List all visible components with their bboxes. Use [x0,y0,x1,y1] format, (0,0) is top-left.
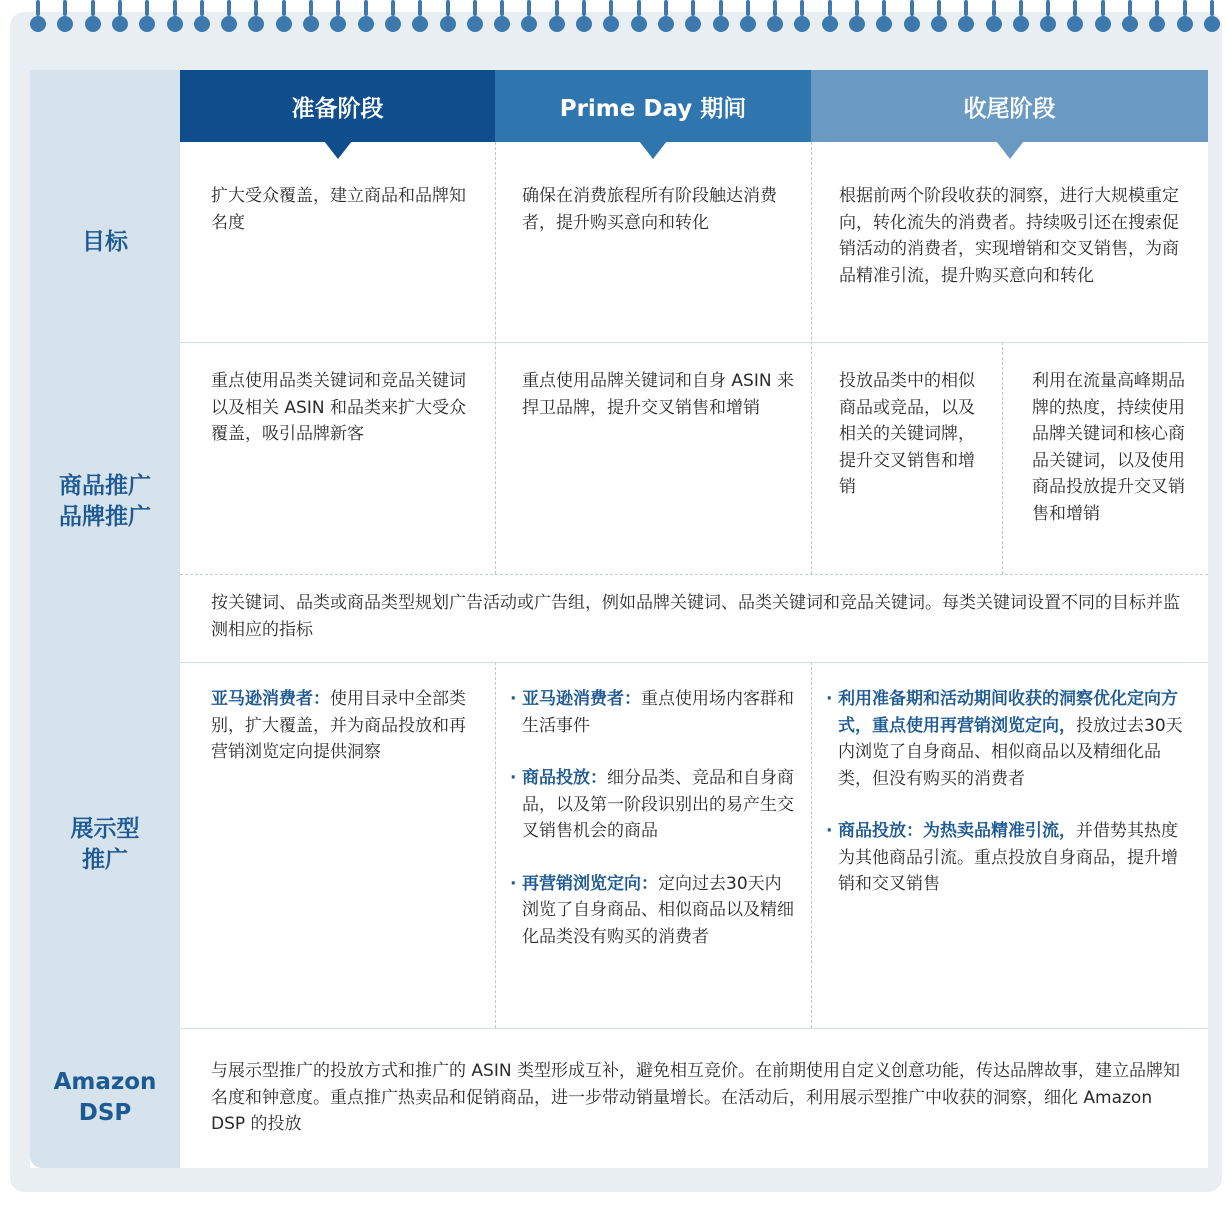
binder-hole-icon [794,0,810,36]
binder-hole-icon [221,0,237,36]
comparison-table [30,70,1208,1168]
binder-hole-icon [931,0,947,36]
sd-closing-bullet-lead: 利用准备期和活动期间收获的洞察优化定向方式，重点使用再营销浏览定向， [838,689,1178,736]
binder-hole-icon [658,0,674,36]
binder-hole-icon [194,0,210,36]
sd-prime-bullet [510,871,798,951]
column-divider [811,662,812,1028]
row-divider [180,342,1208,343]
binder-hole-icon [986,0,1002,36]
binder-hole-icon [958,0,974,36]
sd-closing-cell [826,686,1191,898]
binder-hole-icon [1122,0,1138,36]
binder-hole-icon [167,0,183,36]
binder-hole-icon [904,0,920,36]
binder-hole-icon [248,0,264,36]
header-prime-label: Prime Day 期间 [559,95,747,122]
binder-hole-icon [822,0,838,36]
sp-sb-closing-a-cell: 投放品类中的相似商品或竞品，以及相关的关键词牌，提升交叉销售和增销 [839,371,975,497]
binder-hole-icon [1177,0,1193,36]
sd-prime-cell [510,686,798,950]
header-prep-label: 准备阶段 [291,95,384,122]
column-divider [495,662,496,1028]
binder-hole-icon [1204,0,1220,36]
sd-prep-text: 使用目录中全部类别，扩大覆盖，并为商品投放和再营销浏览定向提供洞察 [211,689,466,762]
sp-sb-shared-cell: 按关键词、品类或商品类型规划广告活动或广告组，例如品牌关键词、品类关键词和竞品关键词。每类关键词设置不同的目标并监测相应的指标 [211,593,1180,640]
sd-prep-lead: 亚马逊消费者： [211,689,330,709]
binder-hole-icon [1067,0,1083,36]
binder-hole-icon [139,0,155,36]
binder-hole-icon [330,0,346,36]
header-prime-pointer [639,141,667,159]
binder-hole-icon [876,0,892,36]
binder-hole-icon [467,0,483,36]
row-label-sd: 展示型 推广 [70,816,140,873]
binder-hole-icon [576,0,592,36]
sd-prime-bullet [510,765,798,845]
binder-hole-icon [631,0,647,36]
column-divider [811,142,812,574]
sp-sb-prime-cell: 重点使用品牌关键词和自身 ASIN 来捍卫品牌，提升交叉销售和增销 [522,371,794,418]
sd-prime-bullet [510,686,798,739]
sd-prime-bullet-lead: 再营销浏览定向： [522,873,658,894]
binder-hole-icon [440,0,456,36]
row-divider [180,1028,1208,1029]
sd-prime-bullet-lead: 亚马逊消费者： [522,689,641,709]
row-divider [180,574,1208,575]
binder-hole-icon [1013,0,1029,36]
sd-closing-bullet [826,686,1191,792]
sp-sb-closing-b-cell: 利用在流量高峰期品牌的热度，持续使用品牌关键词和核心商品关键词，以及使用商品投放提升交叉销售和增销 [1032,371,1185,524]
binder-hole-icon [358,0,374,36]
sd-closing-bullet-text: 并借势其热度为其他商品引流。重点投放自身商品，提升增销和交叉销售 [838,821,1178,894]
binder-hole-icon [713,0,729,36]
sd-prime-bullet-lead: 商品投放： [522,768,607,788]
header-prep-pointer [324,141,352,159]
column-divider [495,142,496,574]
sd-prep-cell [211,686,481,766]
sd-closing-bullet-lead: 商品投放：为热卖品精准引流， [838,821,1076,841]
row-label-sp-sb: 商品推广 品牌推广 [59,473,151,530]
binder-hole-icon [603,0,619,36]
goal-prime-cell: 确保在消费旅程所有阶段触达消费者，提升购买意向和转化 [522,186,777,233]
goal-closing-cell: 根据前两个阶段收获的洞察，进行大规模重定向，转化流失的消费者。持续吸引还在搜索促销活动的消费者，实现增销和交叉销售，为商品精准引流，提升购买意向和转化 [839,186,1179,286]
header-closing-label: 收尾阶段 [963,95,1056,122]
row-label-dsp: Amazon DSP [53,1069,157,1126]
binder-hole-icon [685,0,701,36]
binder-hole-icon [849,0,865,36]
binder-hole-icon [112,0,128,36]
binder-hole-icon [385,0,401,36]
binder-hole-icon [1095,0,1111,36]
binder-hole-icon [549,0,565,36]
dsp-cell: 与展示型推广的投放方式和推广的 ASIN 类型形成互补，避免相互竞价。在前期使用自定义创意功能，传达品牌故事，建立品牌知名度和钟意度。重点推广热卖品和促销商品，进一步带动销量增长。在活动后，利用展示型推广中收获的洞察，细化 Amazon DSP 的投放 [211,1061,1180,1134]
row-divider [180,662,1208,663]
binder-hole-icon [494,0,510,36]
header-closing-pointer [996,141,1024,159]
binder-hole-icon [30,0,46,36]
binder-hole-icon [276,0,292,36]
sd-prime-bullet-text: 重点使用场内客群和生活事件 [522,689,794,736]
sp-sb-prep-cell: 重点使用品类关键词和竞品关键词以及相关 ASIN 和品类来扩大受众覆盖，吸引品牌新客 [211,371,466,444]
header-prime [495,70,811,142]
row-label-goal: 目标 [82,228,128,255]
binder-holes [0,0,1226,40]
header-closing [811,70,1208,142]
sd-closing-bullet [826,818,1191,898]
sd-prime-bullet-text: 细分品类、竞品和自身商品，以及第一阶段识别出的易产生交叉销售机会的商品 [522,768,794,841]
binder-hole-icon [521,0,537,36]
binder-hole-icon [412,0,428,36]
binder-hole-icon [1040,0,1056,36]
goal-prep-cell: 扩大受众覆盖，建立商品和品牌知名度 [211,186,466,233]
header-prep [180,70,495,142]
binder-hole-icon [767,0,783,36]
column-divider [1002,342,1003,574]
binder-hole-icon [303,0,319,36]
binder-hole-icon [85,0,101,36]
binder-hole-icon [1149,0,1165,36]
sd-prime-bullet-text: 定向过去30天内浏览了自身商品、相似商品以及精细化品类没有购买的消费者 [522,873,794,947]
binder-hole-icon [740,0,756,36]
sd-closing-bullet-text: 投放过去30天内浏览了自身商品、相似商品以及精细化品类，但没有购买的消费者 [838,715,1183,789]
binder-hole-icon [57,0,73,36]
